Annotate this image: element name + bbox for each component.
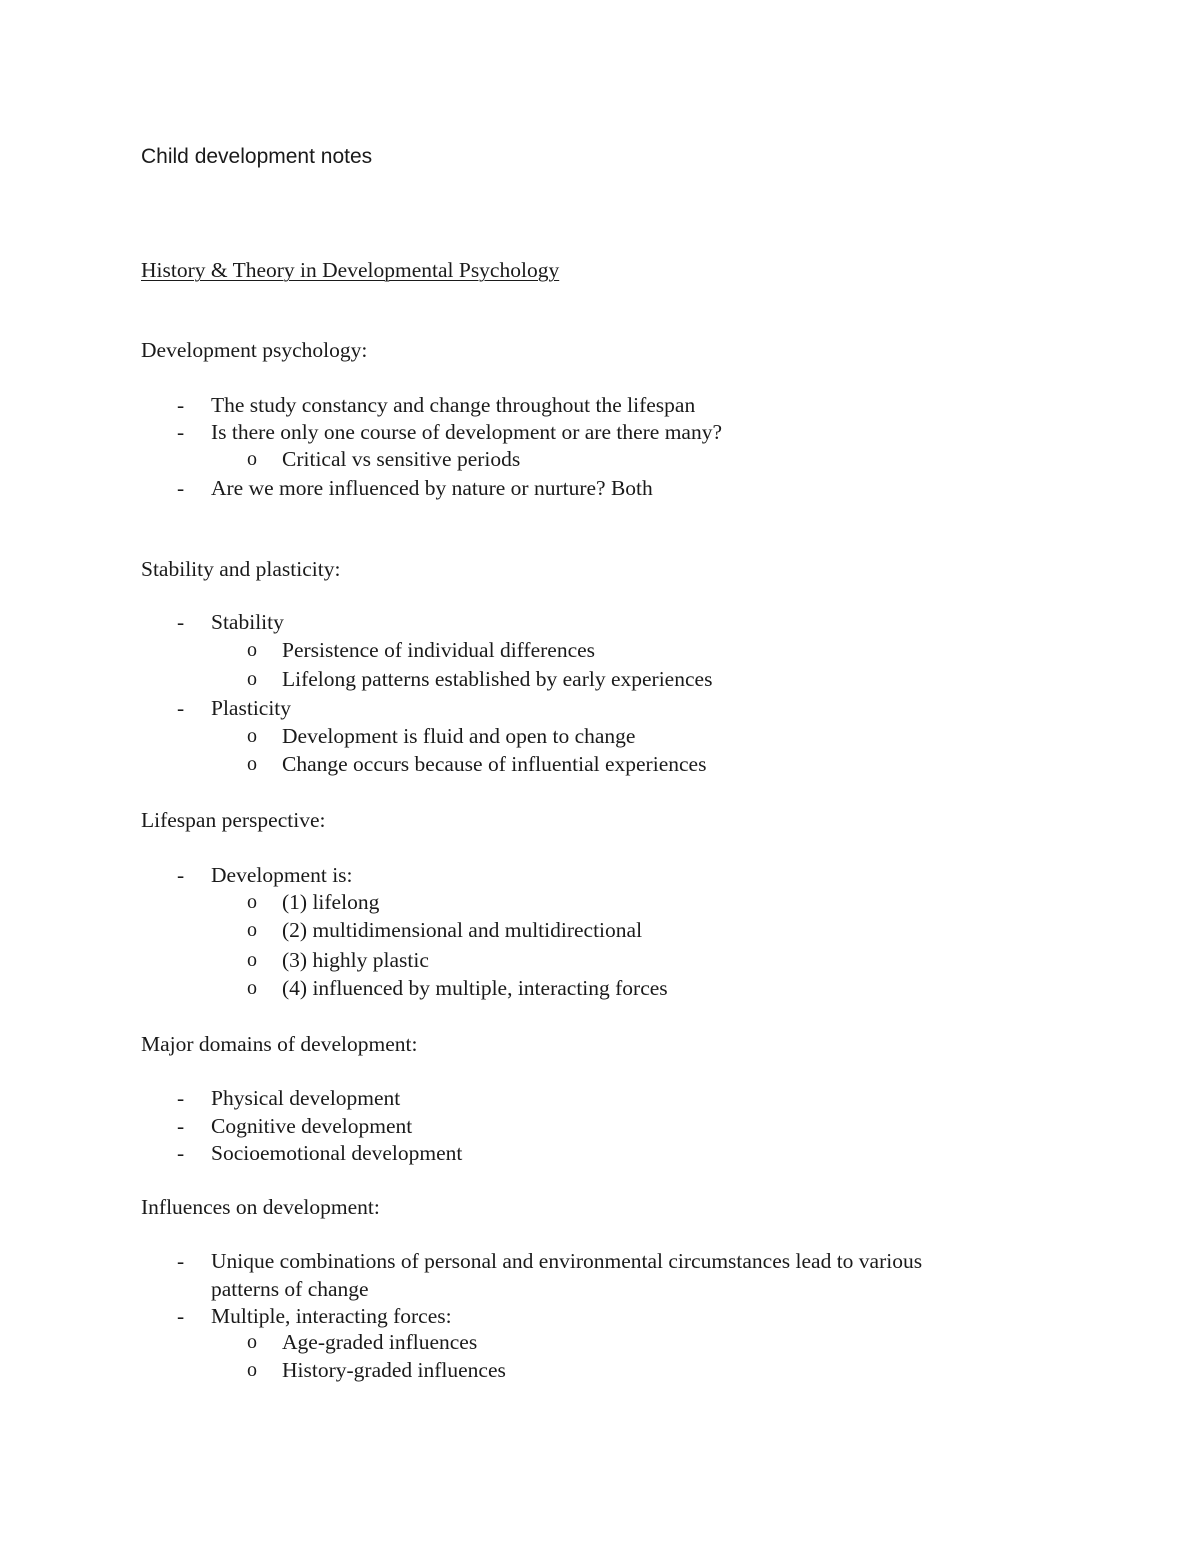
- dash-bullet: -: [177, 1249, 185, 1273]
- dash-bullet: -: [177, 1304, 185, 1328]
- label-lifespan-perspective: Lifespan perspective:: [141, 808, 326, 832]
- dash-bullet: -: [177, 610, 185, 634]
- sub-list-item-text: (4) influenced by multiple, interacting forces: [282, 976, 668, 1000]
- sub-list-item-text: Age-graded influences: [282, 1330, 478, 1354]
- list-item-text: Plasticity: [211, 696, 292, 720]
- list-item-text: Socioemotional development: [211, 1141, 463, 1165]
- sub-list-item-text: (3) highly plastic: [282, 948, 429, 972]
- list-item-continuation: patterns of change: [211, 1277, 369, 1301]
- list-item-text: Cognitive development: [211, 1114, 413, 1138]
- circle-bullet: o: [247, 949, 257, 971]
- circle-bullet: o: [247, 639, 257, 661]
- circle-bullet: o: [247, 919, 257, 941]
- list-item-text: Unique combinations of personal and environmental circumstances lead to various: [211, 1249, 923, 1273]
- list-item-text: Are we more influenced by nature or nurture? Both: [211, 476, 653, 500]
- circle-bullet: o: [247, 448, 257, 470]
- circle-bullet: o: [247, 1331, 257, 1353]
- circle-bullet: o: [247, 977, 257, 999]
- sub-list-item-text: History-graded influences: [282, 1358, 506, 1382]
- list-item-text: Development is:: [211, 863, 353, 887]
- list-item-text: Is there only one course of development or are there many?: [211, 420, 723, 444]
- dash-bullet: -: [177, 1114, 185, 1138]
- label-development-psychology: Development psychology:: [141, 338, 368, 362]
- dash-bullet: -: [177, 420, 185, 444]
- circle-bullet: o: [247, 891, 257, 913]
- circle-bullet: o: [247, 753, 257, 775]
- circle-bullet: o: [247, 668, 257, 690]
- dash-bullet: -: [177, 1086, 185, 1110]
- sub-list-item-text: Persistence of individual differences: [282, 638, 596, 662]
- sub-list-item-text: Development is fluid and open to change: [282, 724, 636, 748]
- list-item-text: Multiple, interacting forces:: [211, 1304, 452, 1328]
- label-influences: Influences on development:: [141, 1195, 380, 1219]
- dash-bullet: -: [177, 863, 185, 887]
- sub-list-item-text: Critical vs sensitive periods: [282, 447, 521, 471]
- list-item-text: Physical development: [211, 1086, 401, 1110]
- label-stability-plasticity: Stability and plasticity:: [141, 557, 341, 581]
- list-item-text: Stability: [211, 610, 284, 634]
- dash-bullet: -: [177, 393, 185, 417]
- sub-list-item-text: (1) lifelong: [282, 890, 380, 914]
- dash-bullet: -: [177, 476, 185, 500]
- sub-list-item-text: Lifelong patterns established by early experiences: [282, 667, 713, 691]
- circle-bullet: o: [247, 725, 257, 747]
- dash-bullet: -: [177, 1141, 185, 1165]
- section-heading: History & Theory in Developmental Psychology: [141, 258, 560, 282]
- sub-list-item-text: (2) multidimensional and multidirectional: [282, 918, 643, 942]
- dash-bullet: -: [177, 696, 185, 720]
- document-title: Child development notes: [141, 145, 373, 168]
- list-item-text: The study constancy and change throughout the lifespan: [211, 393, 696, 417]
- label-major-domains: Major domains of development:: [141, 1032, 418, 1056]
- sub-list-item-text: Change occurs because of influential experiences: [282, 752, 707, 776]
- circle-bullet: o: [247, 1359, 257, 1381]
